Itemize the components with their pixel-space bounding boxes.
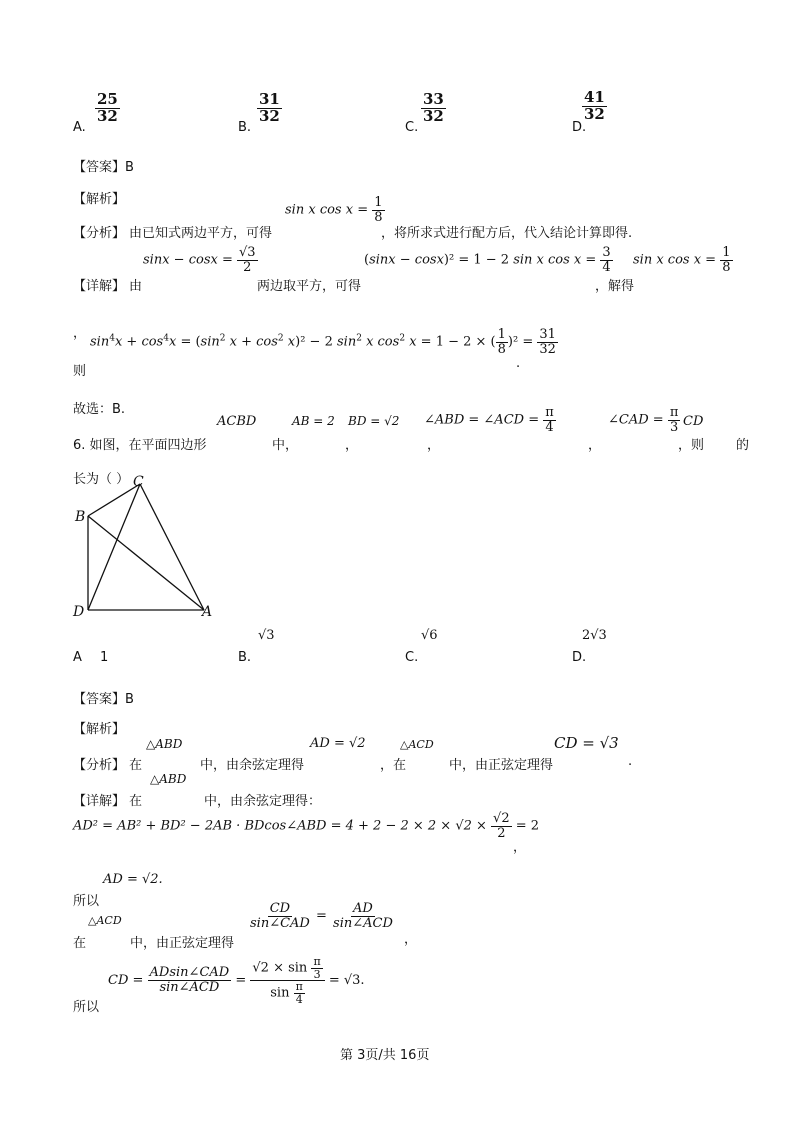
q6-angle1: ∠ABD = ∠ACD = $\frac{\pi}{4}$ [424,405,554,435]
q6-jiexi-heading: 【解析】 [73,722,126,737]
q6-fenxi-zai: 在 [129,758,143,773]
q5-given-eq: sinx − cosx = $\frac{√3}{2}$ [143,245,256,275]
q5-square-eq: (sinx − cosx)² = 1 − 2 sin x cos x = $\frac{3}{4}$ [364,245,611,275]
q5-option-a-value: $\frac{25}{32}$ [97,90,118,125]
q6-zhong: 中， [272,438,299,453]
q6-fenxi-ad: AD = √2 [310,736,366,751]
q6-acd-tag: △ACD [88,914,122,927]
q6-fenxi-cd: CD = √3 [554,734,619,752]
q6-fenxi-acd: △ACD [400,738,434,751]
q6-option-c-label: C. [405,650,419,665]
q5-final-eq: $\sin^4x + \cos^4x = (\sin^2$ $x + \cos^2 x)^2 - 2$ $\sin^2 x$ $\cos^2 x = 1 - 2$ × ( $\frac{1}{8}$ )² = $\frac{31}{32}$ [90,327,556,357]
q5-ze: 则 [73,364,87,379]
q6-option-c-value: √6 [421,628,438,643]
q6-ab: AB = 2 [292,414,335,428]
q6-comma-4: ， [513,840,527,855]
q5-fenxi-text1: 由已知式两边平方，可得 [129,226,273,241]
edge-ba [88,516,204,610]
q5-xiangjie-label: 【详解】 [73,279,126,294]
q6-comma-3: ， [588,438,602,453]
q5-option-d-label: D. [572,120,587,135]
q6-option-d-label: D. [572,650,587,665]
q6-fenxi-label: 【分析】 [73,758,126,773]
q6-option-a [73,650,108,665]
q6-option-b [238,628,298,668]
q6-ze: ，则 [678,438,705,453]
q5-option-d-value: $\frac{41}{32}$ [584,88,605,123]
q6-zai: 在 [73,936,87,951]
q6-xj-t: 中，由余弦定理得： [204,794,322,809]
q5-option-b-value: $\frac{31}{32}$ [259,90,280,125]
q6-option-d [572,628,632,668]
q6-stem-a: 6. 如图，在平面四边形 [73,438,207,453]
q6-cd: CD [683,414,704,429]
label-a: A [202,604,213,620]
q5-period: . [516,356,521,371]
q6-sine-law: $\frac{CD}{\text{sin∠CAD}}$ = $\frac{AD}{\text{sin∠ACD}}$ [250,901,393,931]
q6-comma-2: ， [427,438,441,453]
q6-suoyi-2: 所以 [73,1000,100,1015]
label-c: C [133,474,144,490]
q5-option-c-value: $\frac{33}{32}$ [423,90,444,125]
q6-acbd: ACBD [217,414,257,429]
q5-fenxi-text2: ，将所求式进行配方后，代入结论计算即得. [381,226,633,241]
q6-option-b-label: B. [238,650,252,665]
q6-stem-b: 长为（ ） [73,472,130,487]
q5-xiangjie-jiede: ，解得 [595,279,635,294]
q6-de: 的 [736,438,750,453]
label-b: B [75,509,86,525]
q5-guxuan: 故选：B. [73,402,126,417]
q6-cd-equation: CD = $\frac{\text{ADsin∠CAD}}{\text{sin∠ACD}}$ = √2 × sin $\frac{\pi}{3}$ sin $\frac{\pi}{4}$ = √3. [108,955,365,1006]
q5-option-a-label: A. [73,120,86,135]
q6-zhong-zx: 中，由正弦定理得 [130,936,235,951]
q5-comma: ， [73,326,87,341]
edge-ca [140,484,204,610]
q6-xj-zai: 在 [129,794,143,809]
q6-fenxi-end: . [628,754,633,769]
q5-option-b-label: B. [238,120,252,135]
q6-comma-5: ， [404,932,418,947]
q6-option-a-label: A [73,650,82,665]
q6-fenxi-zai2: ，在 [380,758,407,773]
q5-fenxi-label: 【分析】 [73,226,126,241]
q6-ad-equation: AD² = AB² + BD² − 2AB · BDcos∠ABD = 4 + 2 − 2 × 2 × √2 × $\frac{√2}{2}$ = 2 [73,811,540,841]
q6-option-d-value: 2√3 [582,628,607,643]
q6-comma-1: ， [345,438,359,453]
q6-answer: 【答案】B [73,692,134,707]
q6-ad-result: AD = √2. [103,872,163,887]
q6-fenxi-t2: 中，由正弦定理得 [449,758,554,773]
edge-dc [88,484,140,610]
q6-bd: BD = √2 [348,414,400,428]
q5-option-c-label: C. [405,120,419,135]
label-d: D [73,604,85,620]
q5-xiangjie-mid: 两边取平方，可得 [257,279,362,294]
q6-option-b-value: √3 [258,628,275,643]
q5-fenxi-eq: sin x cos x = $\frac{1}{8}$ [285,195,383,225]
q6-fenxi-t1: 中，由余弦定理得 [200,758,305,773]
q6-option-c [405,628,465,668]
q6-figure [70,472,220,622]
q6-angle2: ∠CAD = $\frac{\pi}{3}$ [608,405,679,435]
q5-answer: 【答案】B [73,160,134,175]
q6-option-a-value: 1 [100,650,109,665]
q5-result-eq: sin x cos x = $\frac{1}{8}$ [633,245,731,275]
q5-xiangjie-you: 由 [129,279,143,294]
q6-fenxi-abd: △ABD [146,737,183,751]
q5-jiexi-heading: 【解析】 [73,192,126,207]
q6-xj-abd: △ABD [150,772,187,786]
page-footer: 第 3页/共 16页 [340,1048,430,1063]
q6-suoyi-1: 所以 [73,894,100,909]
q6-xj-label: 【详解】 [73,794,126,809]
